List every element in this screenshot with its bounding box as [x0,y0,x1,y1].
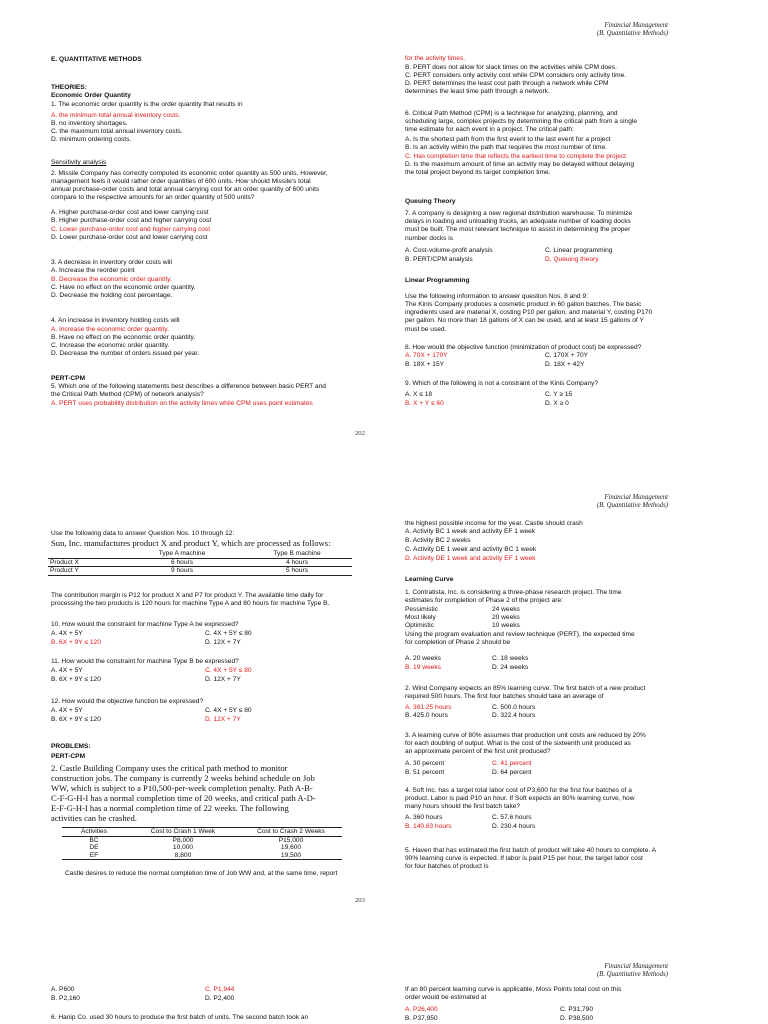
text-line: PERT-CPM [51,753,86,760]
text-line: Learning Curve [405,576,454,583]
table-row [62,836,342,844]
text-line: the total project beyond its target completion time. [405,169,551,176]
crash-cost-table [62,827,342,860]
text-line: B. PERT does not allow for slack times on the activities while CPM does. [405,64,617,71]
answer-choice: 10 weeks [492,622,520,629]
answer-choice: D. P2,400 [205,995,235,1002]
text-line: 8. How would the objective function (minimization of product cost) be expressed? [405,344,642,351]
text-line: The contribution margin is P12 for product X and P7 for product Y. The available time daily for [51,592,324,599]
answer-choice: 24 weeks [492,606,520,613]
answer-choice: D. X ≥ 0 [545,400,569,407]
table-row [48,567,352,576]
text-line: 90% learning curve is expected. If labor is paid P15 per hour, the target labor cost [405,855,643,862]
text-line: order would be estimated at [405,994,487,1001]
answer-choice: A. Cost-volume-profit analysis [405,247,493,254]
text-line: time estimate for each event in a project. The critical path: [405,126,574,133]
table-header-cell: Cost to Crash 1 Week [126,828,240,837]
answer-choice: D. Queuing theory [545,256,599,263]
answer-choice: A. 361.25 hours [405,704,452,711]
answer-choice: B. 6X + 9Y ≤ 120 [51,716,101,723]
answer-choice: D. 64 percent [492,769,532,776]
text-line: THEORIES: [51,84,87,91]
text-line: required 500 hours. The first four batches should take an average of [405,693,604,700]
table-cell: P8,000 [172,836,194,844]
page2-header-subtitle: (B. Quantitative Methods) [596,502,668,509]
answer-choice: B. 18X + 15Y [405,361,445,368]
text-line: 6. Critical Path Method (CPM) is a technique for analyzing, planning, and [405,110,618,117]
text-line: 7. A company is designing a new regional distribution warehouse. To minimize [405,210,633,217]
text-line: for completion of Phase 2 should be [405,639,511,646]
problem-text-line: C-F-G-H-I has a normal completion time of 20 weeks, and critical path A-D- [51,793,316,803]
text-line: Sensitivity analysis [51,159,107,166]
answer-choice: B. 140.63 hours [405,823,452,830]
text-line: B. Have no effect on the economic order quantity. [51,334,196,341]
text-line: 3. A decrease in inventory order costs will [51,259,172,266]
text-line: A. the minimum total annual inventory costs. [51,112,181,119]
table-cell: 9 hours [122,567,242,576]
text-line: 9. Which of the following is not a constraint of the Kinis Company? [405,380,599,387]
text-line: 6. Hanip Co. used 30 hours to produce the first batch of units. The second batch took an [51,1014,309,1021]
text-line: 10. How would the constraint for machine Type A be expressed? [51,621,239,628]
table-cell: EF [62,852,126,860]
answer-choice: C. 4X + 5Y ≤ 80 [205,630,252,637]
answer-choice: C. Linear programming [545,247,613,254]
text-line: The Kinis Company produces a cosmetic product in 60 gallon batches. The basic [405,301,642,308]
problem-text-line: Castle desires to reduce the normal completion time of Job WW and, at the same time, report [65,870,338,877]
table-row [62,844,342,852]
text-line: 5. Haven that has estimated the first batch of product will take 40 hours to complete. A [405,847,657,854]
answer-choice: B. 51 percent [405,769,445,776]
answer-choice: Pessimistic [405,606,438,613]
answer-choice: B. PERT/CPM analysis [405,256,473,263]
table-cell: 10,000 [172,844,194,852]
text-line: 2. Missile Company has correctly computed its economic order quantity as 500 units. However, [51,170,328,177]
text-line: C. Activity DE 1 week and activity BC 1 week [405,546,537,553]
answer-choice: A. 4X + 5Y [51,667,83,674]
page3-header-subtitle: (B. Quantitative Methods) [596,971,668,978]
text-line: many hours should the first batch take? [405,803,521,810]
answer-choice: A. P26,400 [405,1006,438,1013]
text-line: D. PERT determines the least cost path through a network while CPM [405,80,609,87]
text-line: 2. Wind Company expects an 85% learning curve. The first batch of a new product [405,685,646,692]
answer-choice: C. 18 weeks [492,655,529,662]
text-line: A. Increase the economic order quantity. [51,326,169,333]
answer-choice: A. P600 [51,986,75,993]
text-line: product. Labor is paid P10 an hour. If Soft expects an 80% learning curve, how [405,795,635,802]
text-line: determines the least time path through a network. [405,88,550,95]
text-line: must be used. [405,326,447,333]
answer-choice: B. P37,950 [405,1015,438,1022]
table-cell: 5 hours [242,567,352,576]
answer-choice: C. 41 percent [492,760,532,767]
table-cell: 8,800 [126,852,240,860]
answer-choice: D. 12X + 7Y [205,639,241,646]
text-line: Use the following information to answer question Nos. 8 and 9: [405,293,588,300]
text-line: scheduling large, complex projects by determining the critical path from a single [405,118,637,125]
text-line: A. PERT uses probability distribution on the activity times while CPM uses point estimates [51,400,313,407]
text-line: D. Activity DE 1 week and activity EF 1 week [405,555,536,562]
text-line: C. PERT considers only activity cost while CPM considers only activity time. [405,72,627,79]
text-line: PERT-CPM [51,375,86,382]
text-line: number docks is [405,235,454,242]
answer-choice: 20 weeks [492,614,520,621]
answer-choice: A. 70X + 170Y [405,352,448,359]
answer-choice: D. 322.4 hours [492,712,536,719]
text-line: for each doubling of output. What is the cost of the sixteenth unit produced as [405,740,631,747]
answer-choice: C. 170X + 70Y [545,352,589,359]
text-line: B. Is an activity within the path that requires the most number of time. [405,144,607,151]
table-header-cell: Activities [62,828,126,837]
problem-text-line: construction jobs. The company is currently 2 weeks behind schedule on Job [51,773,315,783]
text-line: C. Has completion time that reflects the earliest time to complete the project [405,153,626,160]
text-line: PROBLEMS: [51,743,91,750]
text-line: A. Is the shortest path from the first event to the last event for a project [405,136,611,143]
page1-header-subtitle: (B. Quantitative Methods) [596,30,668,37]
problem-text-line: E-F-G-H-I has a normal completion time of 22 weeks. The following [51,803,289,813]
answer-choice: B. 6X + 9Y ≤ 120 [51,639,101,646]
answer-choice: C. 4X + 5Y ≤ 80 [205,707,252,714]
table-cell: 4 hours [242,558,352,567]
page1-page-number: 202 [355,430,365,437]
text-line: 4. An increase in inventory holding costs will [51,317,180,324]
answer-choice: A. 4X + 5Y [51,707,83,714]
text-line: must be built. The most relevant technique to assist in determining the proper [405,226,631,233]
text-line: B. Higher purchase-order cost and higher carrying cost [51,217,212,224]
text-line: A. Increase the reorder point [51,267,135,274]
text-line: E. QUANTITATIVE METHODS [51,56,142,63]
text-line: an approximate percent of the first unit produced? [405,748,551,755]
text-line: the Critical Path Method (CPM) of network analysis? [51,391,204,398]
text-line: Using the program evaluation and review technique (PERT), the expected time [405,631,635,638]
table-header-cell: Type B machine [242,550,352,558]
text-line: 1. Contratista, Inc. is considering a three-phase research project. The time [405,589,622,596]
answer-choice: C. Y ≥ 15 [545,391,573,398]
answer-choice: C. 57.6 hours [492,814,532,821]
text-line: 4. Soft Inc. has a target total labor cost of P3,600 for the first four batches of a [405,787,632,794]
text-line: 11. How would the constraint for machine Type B be expressed? [51,658,239,665]
text-line: D. Decrease the holding cost percentage. [51,292,173,299]
table-header-cell: Type A machine [122,550,242,558]
table-header-row [48,550,352,558]
text-line: per gallon. No more than 18 gallons of X can be used, and at least 15 gallons of Y [405,317,644,324]
text-line: estimates for completion of Phase 2 of the project are: [405,597,563,604]
answer-choice: B. P2,160 [51,995,80,1002]
text-line: processing the two products is 120 hours for machine Type A and 80 hours for machine Type B. [51,600,330,607]
page2-header-title: Financial Management [604,494,668,501]
answer-choice: A. 30 percent [405,760,445,767]
text-line: compare to the respective amounts for an order quantity of 500 units? [51,194,255,201]
text-line: annual purchase-order costs and total annual carrying cost for an order quantity of 600 units [51,186,320,193]
page2-page-number: 203 [355,897,365,904]
text-line: C. Have no effect on the economic order quantity. [51,284,196,291]
text-line: C. the maximum total annual inventory costs. [51,128,183,135]
text-line: 12. How would the objective function be expressed? [51,698,204,705]
table-cell: BC [89,836,99,844]
text-line: D. Lower purchase-order cost and lower carrying cost [51,234,208,241]
table-header-cell: Cost to Crash 2 Weeks [240,828,342,837]
answer-choice: D. 18X + 42Y [545,361,585,368]
text-line: ingredients used are material X, costing P10 per gallon, and material Y, costing P170 [405,309,653,316]
text-line: 1. The economic order quantity is the order quantity that results in [51,101,243,108]
text-line: C. Increase the economic order quantity. [51,342,170,349]
text-line: for the activity times. [405,55,466,62]
page3-header-title: Financial Management [604,963,668,970]
table-cell: P15,000 [278,836,304,844]
text-line: 5. Which one of the following statements best describes a difference between basic PERT and [51,383,326,390]
page2-intro-line: Use the following data to answer Question Nos. 10 through 12: [51,530,235,537]
problem-text-line: WW, which is subject to a P10,500-per-week completion penalty. Path A-B- [51,783,313,793]
text-line: If an 80 percent learning curve is applicable, Moss Points total cost on this [405,986,622,993]
answer-choice: C. 500.0 hours [492,704,536,711]
page2-intro-line: Sun, Inc. manufactures product X and product Y, which are processed as follows: [51,538,331,548]
machine-hours-table [48,550,352,576]
table-cell: Product Y [48,567,122,576]
table-row [62,852,342,860]
answer-choice: C. P1,944 [205,986,235,993]
table-header-cell [48,550,122,558]
text-line: A. Activity BC 1 week and activity EF 1 week [405,528,536,535]
text-line: Queuing Theory [405,198,456,205]
text-line: D. minimum ordering costs. [51,136,132,143]
text-line: the highest possible income for the year. Castle should crash [405,520,583,527]
answer-choice: A. 20 weeks [405,655,441,662]
answer-choice: C. P31,790 [560,1006,593,1013]
answer-choice: Most likely [405,614,436,621]
table-header-row [62,828,342,837]
table-cell: Product X [48,558,122,567]
problem-text-line: 2. Castle Building Company uses the critical path method to monitor [51,763,288,773]
answer-choice: D. 12X + 7Y [205,716,241,723]
answer-choice: B. 425.0 hours [405,712,448,719]
text-line: delays in loading and unloading trucks, an adequate number of loading docks [405,218,631,225]
answer-choice: D. P38,500 [560,1015,593,1022]
text-line: A. Higher purchase-order cost and lower carrying cost [51,209,209,216]
answer-choice: B. 19 weeks [405,664,441,671]
text-line: B. no inventory shortages. [51,120,128,127]
answer-choice: C. 4X + 5Y ≤ 80 [205,667,252,674]
text-line: Linear Programming [405,277,470,284]
text-line: D. Is the maximum amount of time an activity may be delayed without delaying [405,161,635,168]
text-line: for four batches of product is [405,863,489,870]
text-line: B. Decrease the economic order quantity. [51,276,172,283]
table-row [48,558,352,567]
table-cell: 6 hours [122,558,242,567]
answer-choice: D. 230.4 hours [492,823,536,830]
answer-choice: D. 24 weeks [492,664,529,671]
answer-choice: B. X + Y ≤ 60 [405,400,444,407]
text-line: D. Decrease the number of orders issued per year. [51,350,200,357]
answer-choice: D. 12X + 7Y [205,676,241,683]
text-line: 3. A learning curve of 80% assumes that production unit costs are reduced by 20% [405,732,646,739]
answer-choice: B. 6X + 9Y ≤ 120 [51,676,101,683]
text-line: B. Activity BC 2 weeks [405,537,471,544]
page1-header-title: Financial Management [604,22,668,29]
text-line: C. Lower purchase-order cost and higher carrying cost [51,226,211,233]
text-line: management feels it would rather order quantities of 600 units. How should Missile's total [51,178,311,185]
problem-text-line: activities can be crashed. [51,813,137,823]
answer-choice: A. X ≤ 18 [405,391,433,398]
table-cell: DE [89,844,99,852]
table-cell: 19,600 [280,844,302,852]
answer-choice: Optimistic [405,622,434,629]
answer-choice: A. 360 hours [405,814,443,821]
text-line: Economic Order Quantity [51,92,131,99]
answer-choice: A. 4X + 5Y [51,630,83,637]
table-cell: 19,500 [240,852,342,860]
